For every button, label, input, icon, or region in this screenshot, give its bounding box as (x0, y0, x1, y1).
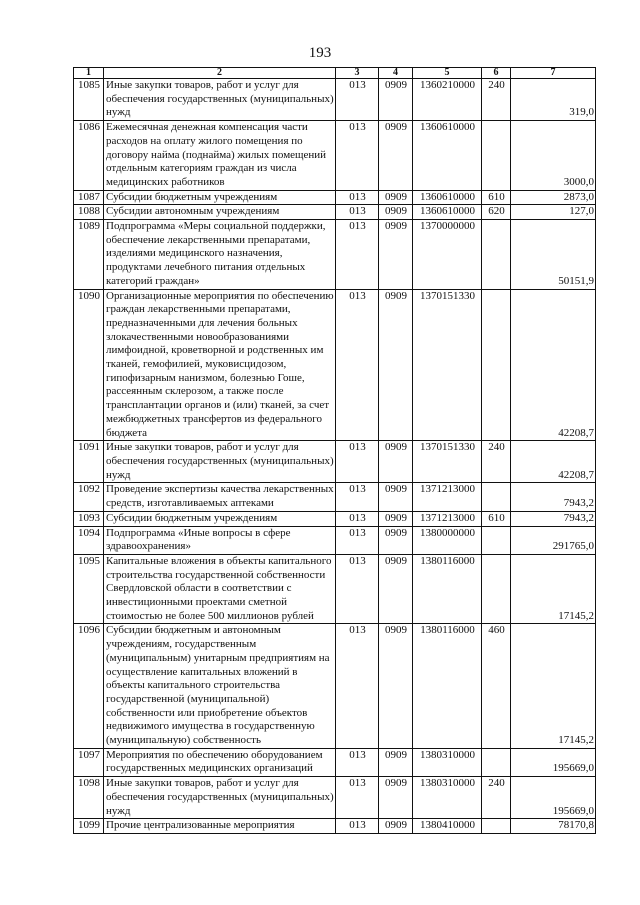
row-number-cell: 1096 (74, 624, 104, 748)
row-number-cell: 1092 (74, 483, 104, 511)
amount-cell: 195669,0 (511, 748, 596, 776)
row-name-cell: Иные закупки товаров, работ и услуг для обеспечения государственных (муниципальных) нужд (104, 777, 336, 819)
ministry-code-cell: 013 (336, 121, 379, 191)
target-code-cell: 1380310000 (413, 748, 482, 776)
section-code-cell: 0909 (379, 554, 413, 624)
row-name-cell: Субсидии автономным учреждениям (104, 205, 336, 220)
ministry-code-cell: 013 (336, 748, 379, 776)
ministry-code-cell: 013 (336, 777, 379, 819)
row-name-cell: Организационные мероприятия по обеспечению граждан лекарственными препаратами, предназначенными для лечения больных злокачественными новообразованиями лимфоидной, кроветворной и родственных им тканей, гемофилией, муковисцидозом, гипофизарным нанизмом, болезнью Гоше, рассеянным склерозом, а также после трансплантации органов и (или) тканей, за счет межбюджетных трансфертов из федерального бюджета (104, 289, 336, 441)
header-cell: 6 (482, 68, 511, 79)
table-row (74, 511, 596, 526)
expense-type-cell: 240 (482, 777, 511, 819)
ministry-code-cell: 013 (336, 205, 379, 220)
table-row (74, 624, 596, 748)
table-row (74, 289, 596, 441)
expense-type-cell (482, 748, 511, 776)
ministry-code-cell: 013 (336, 819, 379, 834)
ministry-code-cell: 013 (336, 190, 379, 205)
table-row (74, 526, 596, 554)
section-code-cell: 0909 (379, 748, 413, 776)
table-row (74, 777, 596, 819)
row-name-cell: Субсидии бюджетным учреждениям (104, 190, 336, 205)
row-number-cell: 1097 (74, 748, 104, 776)
row-name-cell: Иные закупки товаров, работ и услуг для обеспечения государственных (муниципальных) нужд (104, 79, 336, 121)
amount-cell: 7943,2 (511, 511, 596, 526)
table-row (74, 205, 596, 220)
row-number-cell: 1089 (74, 220, 104, 290)
row-number-cell: 1086 (74, 121, 104, 191)
expense-type-cell (482, 819, 511, 834)
expense-type-cell (482, 526, 511, 554)
row-number-cell: 1091 (74, 441, 104, 483)
section-code-cell: 0909 (379, 289, 413, 441)
target-code-cell: 1370151330 (413, 441, 482, 483)
expense-type-cell (482, 289, 511, 441)
expense-type-cell (482, 483, 511, 511)
section-code-cell: 0909 (379, 511, 413, 526)
row-name-cell: Капитальные вложения в объекты капитального строительства государственной собственности Свердловской области в соответствии с инвестиционными проектами сметной стоимостью не более 500 миллионов рублей (104, 554, 336, 624)
row-name-cell: Субсидии бюджетным учреждениям (104, 511, 336, 526)
expense-type-cell: 620 (482, 205, 511, 220)
amount-cell: 319,0 (511, 79, 596, 121)
table-row (74, 441, 596, 483)
amount-cell: 17145,2 (511, 624, 596, 748)
section-code-cell: 0909 (379, 526, 413, 554)
section-code-cell: 0909 (379, 819, 413, 834)
section-code-cell: 0909 (379, 220, 413, 290)
ministry-code-cell: 013 (336, 526, 379, 554)
ministry-code-cell: 013 (336, 79, 379, 121)
row-name-cell: Проведение экспертизы качества лекарственных средств, изготавливаемых аптеками (104, 483, 336, 511)
target-code-cell: 1360210000 (413, 79, 482, 121)
ministry-code-cell: 013 (336, 441, 379, 483)
row-number-cell: 1085 (74, 79, 104, 121)
row-number-cell: 1090 (74, 289, 104, 441)
target-code-cell: 1380116000 (413, 624, 482, 748)
target-code-cell: 1380000000 (413, 526, 482, 554)
row-number-cell: 1095 (74, 554, 104, 624)
amount-cell: 50151,9 (511, 220, 596, 290)
row-number-cell: 1093 (74, 511, 104, 526)
header-cell: 2 (104, 68, 336, 79)
row-name-cell: Иные закупки товаров, работ и услуг для обеспечения государственных (муниципальных) нужд (104, 441, 336, 483)
table-row (74, 190, 596, 205)
amount-cell: 7943,2 (511, 483, 596, 511)
page-number: 193 (308, 45, 332, 61)
section-code-cell: 0909 (379, 205, 413, 220)
target-code-cell: 1380410000 (413, 819, 482, 834)
row-name-cell: Подпрограмма «Иные вопросы в сфере здравоохранения» (104, 526, 336, 554)
row-number-cell: 1094 (74, 526, 104, 554)
target-code-cell: 1370000000 (413, 220, 482, 290)
expense-type-cell (482, 554, 511, 624)
table-row (74, 121, 596, 191)
ministry-code-cell: 013 (336, 511, 379, 526)
ministry-code-cell: 013 (336, 624, 379, 748)
row-name-cell: Субсидии бюджетным и автономным учреждениям, государственным (муниципальным) унитарным предприятиям на осуществление капитальных вложений в объекты капитального строительства государственной (муниципальной) собственности или приобретение объектов недвижимого имущества в государственную (муниципальную) собственность (104, 624, 336, 748)
table-row (74, 819, 596, 834)
expense-type-cell: 240 (482, 441, 511, 483)
row-name-cell: Подпрограмма «Меры социальной поддержки, обеспечение лекарственными препаратами, изделиями медицинского назначения, продуктами лечебного питания отдельных категорий граждан» (104, 220, 336, 290)
header-cell: 3 (336, 68, 379, 79)
expense-type-cell: 240 (482, 79, 511, 121)
ministry-code-cell: 013 (336, 289, 379, 441)
table-row (74, 79, 596, 121)
amount-cell: 2873,0 (511, 190, 596, 205)
row-name-cell: Ежемесячная денежная компенсация части расходов на оплату жилого помещения по договору найма (поднайма) жилых помещений отдельным категориям граждан из числа медицинских работников (104, 121, 336, 191)
amount-cell: 195669,0 (511, 777, 596, 819)
ministry-code-cell: 013 (336, 220, 379, 290)
table-row (74, 554, 596, 624)
budget-table (73, 67, 596, 834)
table-row (74, 748, 596, 776)
target-code-cell: 1380116000 (413, 554, 482, 624)
table-row (74, 483, 596, 511)
target-code-cell: 1371213000 (413, 511, 482, 526)
amount-cell: 17145,2 (511, 554, 596, 624)
amount-cell: 3000,0 (511, 121, 596, 191)
expense-type-cell: 610 (482, 190, 511, 205)
target-code-cell: 1360610000 (413, 190, 482, 205)
amount-cell: 42208,7 (511, 289, 596, 441)
target-code-cell: 1360610000 (413, 205, 482, 220)
row-number-cell: 1088 (74, 205, 104, 220)
header-cell: 1 (74, 68, 104, 79)
ministry-code-cell: 013 (336, 483, 379, 511)
section-code-cell: 0909 (379, 483, 413, 511)
target-code-cell: 1371213000 (413, 483, 482, 511)
amount-cell: 291765,0 (511, 526, 596, 554)
header-row (74, 68, 596, 79)
amount-cell: 42208,7 (511, 441, 596, 483)
expense-type-cell: 460 (482, 624, 511, 748)
section-code-cell: 0909 (379, 190, 413, 205)
amount-cell: 127,0 (511, 205, 596, 220)
section-code-cell: 0909 (379, 777, 413, 819)
ministry-code-cell: 013 (336, 554, 379, 624)
section-code-cell: 0909 (379, 121, 413, 191)
row-number-cell: 1098 (74, 777, 104, 819)
header-cell: 4 (379, 68, 413, 79)
row-name-cell: Мероприятия по обеспечению оборудованием государственных медицинских организаций (104, 748, 336, 776)
row-name-cell: Прочие централизованные мероприятия (104, 819, 336, 834)
table-row (74, 220, 596, 290)
amount-cell: 78170,8 (511, 819, 596, 834)
expense-type-cell (482, 121, 511, 191)
section-code-cell: 0909 (379, 441, 413, 483)
header-cell: 5 (413, 68, 482, 79)
row-number-cell: 1087 (74, 190, 104, 205)
header-cell: 7 (511, 68, 596, 79)
section-code-cell: 0909 (379, 79, 413, 121)
target-code-cell: 1380310000 (413, 777, 482, 819)
target-code-cell: 1370151330 (413, 289, 482, 441)
row-number-cell: 1099 (74, 819, 104, 834)
section-code-cell: 0909 (379, 624, 413, 748)
target-code-cell: 1360610000 (413, 121, 482, 191)
expense-type-cell: 610 (482, 511, 511, 526)
expense-type-cell (482, 220, 511, 290)
